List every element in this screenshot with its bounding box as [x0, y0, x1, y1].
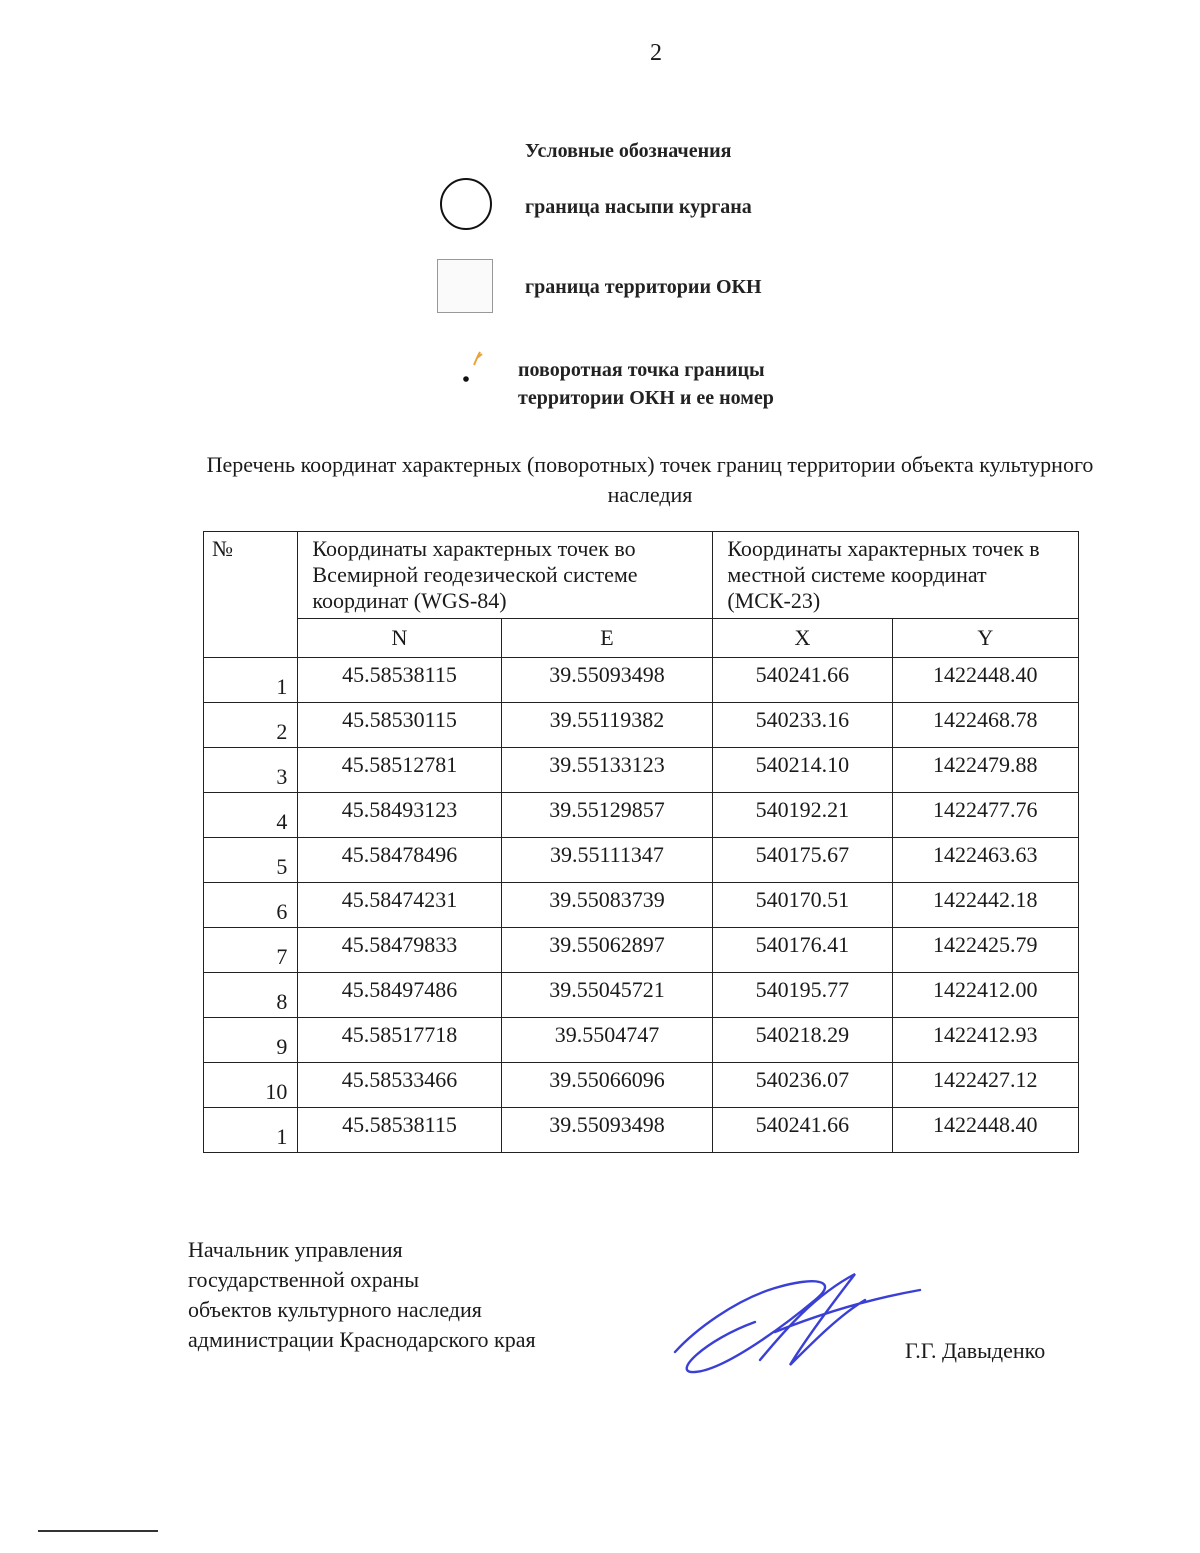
- msk-x-cell: 540192.21: [713, 793, 892, 838]
- point-number-cell: 5: [204, 838, 298, 883]
- point-number-cell: 4: [204, 793, 298, 838]
- circle-icon: [440, 178, 492, 230]
- lat-n-cell: 45.58512781: [298, 748, 501, 793]
- header-msk23: Координаты характерных точек в местной системе координат (МСК-23): [713, 532, 1079, 619]
- point-number-cell: 8: [204, 973, 298, 1018]
- handwritten-signature: [665, 1260, 925, 1390]
- legend-circle-label: граница насыпи кургана: [525, 196, 752, 218]
- lon-e-cell: 39.55111347: [501, 838, 713, 883]
- table-row: [204, 748, 1079, 793]
- lon-e-cell: 39.55062897: [501, 928, 713, 973]
- table-row: [204, 883, 1079, 928]
- signatory-name: Г.Г. Давыденко: [905, 1338, 1046, 1363]
- table-row: [204, 703, 1079, 748]
- legend-square-label: граница территории ОКН: [525, 276, 762, 298]
- table-row: [204, 973, 1079, 1018]
- msk-y-cell: 1422412.93: [892, 1018, 1078, 1063]
- point-number-cell: 9: [204, 1018, 298, 1063]
- lon-e-cell: 39.55133123: [501, 748, 713, 793]
- turning-point-icon: [460, 348, 486, 384]
- table-row: [204, 1018, 1079, 1063]
- msk-x-cell: 540175.67: [713, 838, 892, 883]
- point-number-cell: 1: [204, 1108, 298, 1153]
- lat-n-cell: 45.58538115: [298, 1108, 501, 1153]
- table-row: [204, 928, 1079, 973]
- msk-y-cell: 1422468.78: [892, 703, 1078, 748]
- msk-x-cell: 540233.16: [713, 703, 892, 748]
- lon-e-cell: 39.5504747: [501, 1018, 713, 1063]
- legend-point-label: поворотная точка границы территории ОКН и ее номер: [518, 359, 774, 409]
- point-number-cell: 6: [204, 883, 298, 928]
- coordinates-table: [203, 531, 1079, 1153]
- header-y: Y: [892, 619, 1078, 658]
- msk-y-cell: 1422442.18: [892, 883, 1078, 928]
- signatory-position-line: Начальник управления: [188, 1237, 403, 1262]
- signatory-position-line: государственной охраны: [188, 1267, 420, 1292]
- msk-x-cell: 540195.77: [713, 973, 892, 1018]
- table-row: [204, 1108, 1079, 1153]
- point-number-cell: 1: [204, 658, 298, 703]
- point-number-cell: 10: [204, 1063, 298, 1108]
- coordinates-table-body: [204, 658, 1079, 1153]
- msk-x-cell: 540170.51: [713, 883, 892, 928]
- msk-x-cell: 540214.10: [713, 748, 892, 793]
- msk-x-cell: 540241.66: [713, 1108, 892, 1153]
- msk-x-cell: 540218.29: [713, 1018, 892, 1063]
- square-icon: [437, 259, 493, 313]
- msk-x-cell: 540241.66: [713, 658, 892, 703]
- legend-title: Условные обозначения: [525, 140, 732, 162]
- lat-n-cell: 45.58538115: [298, 658, 501, 703]
- table-row: [204, 1063, 1079, 1108]
- msk-y-cell: 1422479.88: [892, 748, 1078, 793]
- table-row: [204, 658, 1079, 703]
- msk-y-cell: 1422448.40: [892, 1108, 1078, 1153]
- lon-e-cell: 39.55083739: [501, 883, 713, 928]
- header-x: X: [713, 619, 892, 658]
- msk-y-cell: 1422427.12: [892, 1063, 1078, 1108]
- msk-x-cell: 540176.41: [713, 928, 892, 973]
- lat-n-cell: 45.58530115: [298, 703, 501, 748]
- signatory-position-line: администрации Краснодарского края: [188, 1327, 536, 1352]
- msk-y-cell: 1422425.79: [892, 928, 1078, 973]
- header-e: E: [501, 619, 713, 658]
- lat-n-cell: 45.58493123: [298, 793, 501, 838]
- page-number: 2: [650, 40, 662, 66]
- lon-e-cell: 39.55119382: [501, 703, 713, 748]
- lat-n-cell: 45.58478496: [298, 838, 501, 883]
- lat-n-cell: 45.58479833: [298, 928, 501, 973]
- lon-e-cell: 39.55129857: [501, 793, 713, 838]
- signatory-position-line: объектов культурного наследия: [188, 1297, 482, 1322]
- msk-y-cell: 1422463.63: [892, 838, 1078, 883]
- point-number-cell: 2: [204, 703, 298, 748]
- point-number-cell: 3: [204, 748, 298, 793]
- header-n: N: [298, 619, 501, 658]
- msk-x-cell: 540236.07: [713, 1063, 892, 1108]
- msk-y-cell: 1422448.40: [892, 658, 1078, 703]
- lat-n-cell: 45.58497486: [298, 973, 501, 1018]
- lon-e-cell: 39.55093498: [501, 658, 713, 703]
- lon-e-cell: 39.55093498: [501, 1108, 713, 1153]
- point-number-cell: 7: [204, 928, 298, 973]
- lon-e-cell: 39.55045721: [501, 973, 713, 1018]
- signatory-position: [188, 1235, 536, 1355]
- lat-n-cell: 45.58533466: [298, 1063, 501, 1108]
- table-row: [204, 793, 1079, 838]
- lon-e-cell: 39.55066096: [501, 1063, 713, 1108]
- header-number: №: [204, 532, 298, 658]
- header-wgs84: Координаты характерных точек во Всемирной геодезической системе координат (WGS-84): [298, 532, 713, 619]
- table-row: [204, 838, 1079, 883]
- footer-divider: [38, 1530, 158, 1532]
- coordinates-list-title: Перечень координат характерных (поворотных) точек границ территории объекта культурного наследия: [206, 452, 1094, 507]
- lat-n-cell: 45.58474231: [298, 883, 501, 928]
- msk-y-cell: 1422477.76: [892, 793, 1078, 838]
- msk-y-cell: 1422412.00: [892, 973, 1078, 1018]
- lat-n-cell: 45.58517718: [298, 1018, 501, 1063]
